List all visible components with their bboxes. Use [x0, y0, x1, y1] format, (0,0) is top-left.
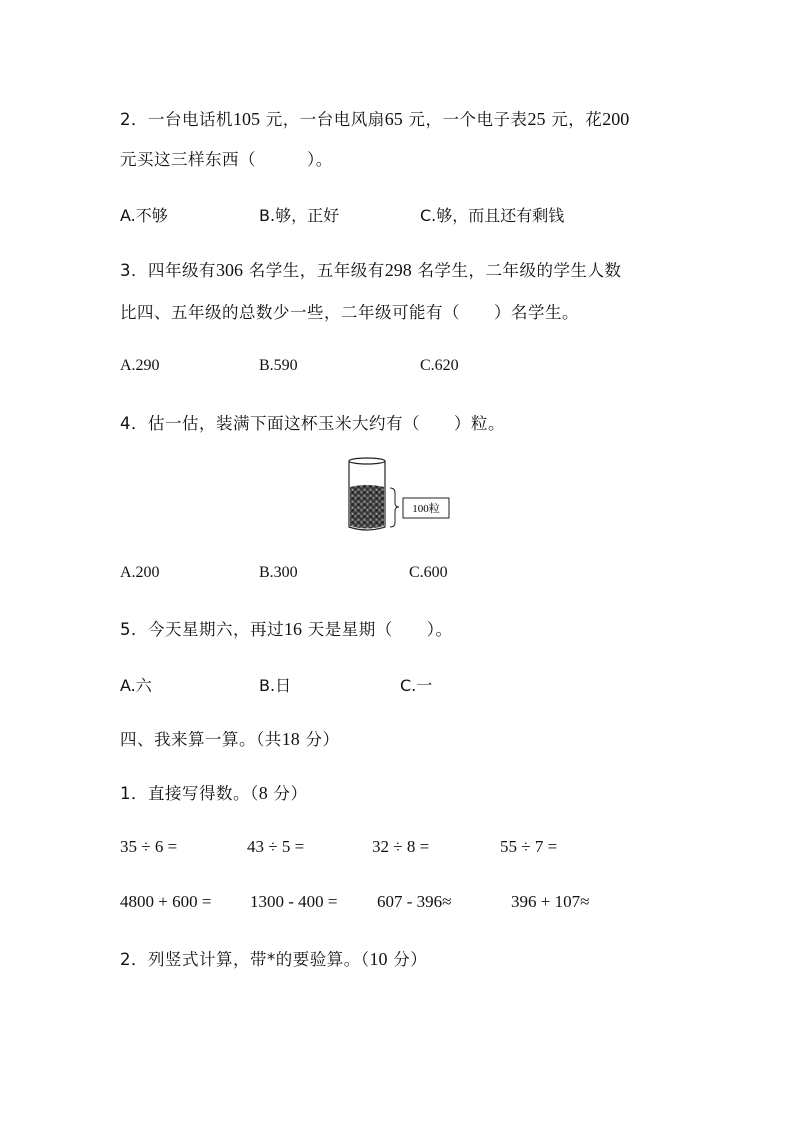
q2-text-a: 2．一台电话机 — [120, 110, 233, 129]
q2-num-25: 25 — [527, 109, 546, 129]
s4q1-heading — [120, 780, 308, 804]
calc-3: 32 ÷ 8 = — [372, 837, 430, 856]
q2-line2: 元买这三样东西（ ）。 — [120, 150, 333, 169]
calc-5: 4800 + 600 = — [120, 892, 212, 911]
q5-option-b: B.日 — [259, 676, 292, 695]
s4q1-text-a: 1．直接写得数。（ — [120, 784, 259, 803]
s4q2-text-a: 2．列竖式计算，带*的要验算。（ — [120, 950, 370, 969]
corn-kernels — [350, 485, 384, 529]
q2-num-65: 65 — [384, 109, 403, 129]
q3-text-a: 3．四年级有 — [120, 261, 216, 280]
q3-option-b: B.590 — [259, 357, 298, 374]
q2-text-d: 元，花 — [545, 110, 603, 129]
q5-line1 — [120, 616, 453, 640]
s4q1-text-b: 分） — [267, 784, 308, 803]
calc-4: 55 ÷ 7 = — [500, 837, 558, 856]
q4-option-c: C.600 — [409, 564, 448, 581]
s4q1-num-8: 8 — [258, 783, 268, 803]
q4-line1: 4．估一估，装满下面这杯玉米大约有（ ）粒。 — [120, 414, 505, 433]
calc-1: 35 ÷ 6 = — [120, 837, 178, 856]
q2-num-200: 200 — [602, 109, 630, 129]
s4q2-heading — [120, 946, 427, 970]
q3-option-c: C.620 — [420, 357, 459, 374]
q3-text-c: 名学生，二年级的学生人数 — [411, 261, 622, 280]
q5-option-c: C.一 — [400, 676, 433, 695]
s4q2-num-10: 10 — [369, 949, 388, 969]
q4-option-a: A.200 — [120, 564, 160, 581]
q2-option-b: B.够，正好 — [259, 206, 340, 225]
bracket — [390, 488, 399, 527]
q2-num-105: 105 — [233, 109, 260, 129]
q3-num-298: 298 — [384, 260, 412, 280]
s4q2-text-b: 分） — [387, 950, 428, 969]
section4-num-18: 18 — [281, 729, 300, 749]
calc-6: 1300 - 400 = — [250, 892, 338, 911]
q5-text-a: 5．今天星期六，再过 — [120, 620, 284, 639]
q3-line1 — [120, 257, 622, 281]
q3-text-b: 名学生，五年级有 — [243, 261, 385, 280]
q2-text-b: 元，一台电风扇 — [260, 110, 385, 129]
q2-option-c: C.够，而且还有剩钱 — [420, 206, 565, 225]
cup-rim — [349, 458, 385, 464]
q5-option-a: A.六 — [120, 676, 152, 695]
q2-text-c: 元，一个电子表 — [402, 110, 528, 129]
section4-text-b: 分） — [299, 730, 340, 749]
q2-option-a: A.不够 — [120, 206, 168, 225]
calc-7: 607 - 396≈ — [377, 892, 452, 911]
section4-heading — [120, 726, 340, 750]
corn-cup-illustration — [345, 455, 455, 535]
q4-option-b: B.300 — [259, 564, 298, 581]
section4-text-a: 四、我来算一算。（共 — [120, 730, 282, 749]
count-label: 100粒 — [412, 503, 440, 515]
calc-8: 396 + 107≈ — [511, 892, 590, 911]
q3-num-306: 306 — [216, 260, 243, 280]
q2-line1 — [120, 106, 629, 130]
q5-num-16: 16 — [284, 619, 302, 639]
q3-line2: 比四、五年级的总数少一些，二年级可能有（ ）名学生。 — [120, 303, 579, 322]
q5-text-b: 天是星期（ ）。 — [302, 620, 453, 639]
q3-option-a: A.290 — [120, 357, 160, 374]
calc-2: 43 ÷ 5 = — [247, 837, 305, 856]
